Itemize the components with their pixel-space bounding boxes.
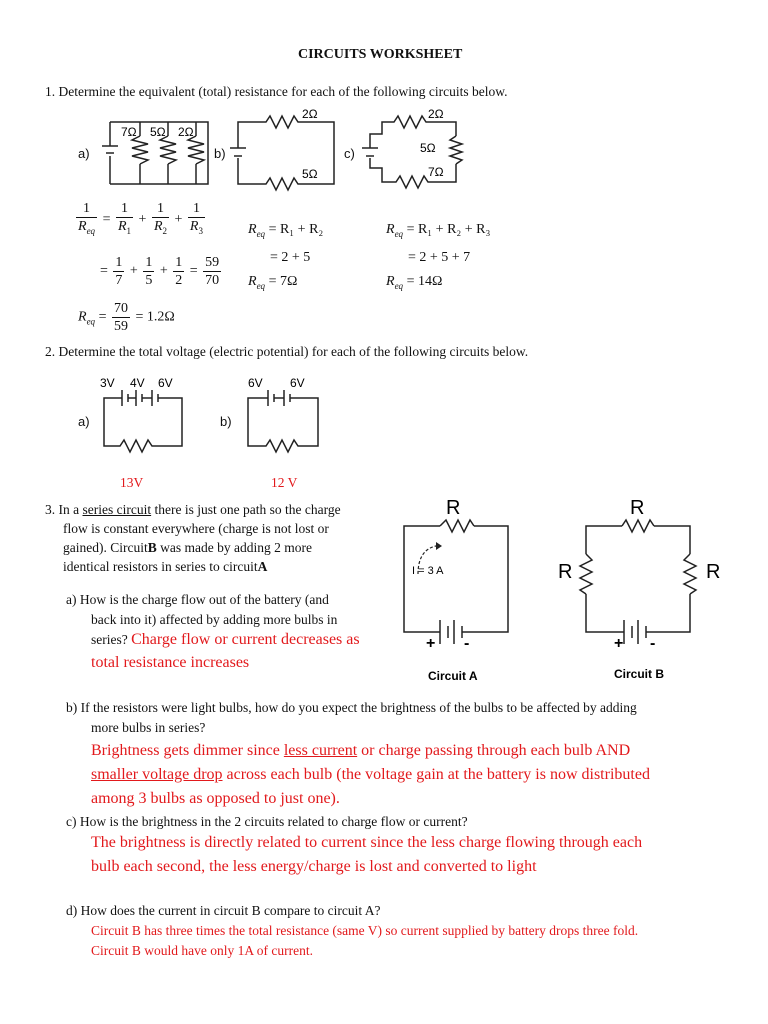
- question-3a: [66, 590, 360, 676]
- frac-den: 70: [205, 273, 220, 288]
- solution-1a-result: = 1.2Ω: [135, 309, 175, 325]
- circuit-2a-diagram: [98, 374, 210, 454]
- solution-1c: [386, 218, 490, 298]
- circuit-a-caption: Circuit A: [428, 669, 478, 683]
- question-3-intro: [45, 500, 341, 576]
- eq-subscript: eq: [394, 228, 404, 239]
- plus-sign: +: [614, 635, 624, 652]
- question-3b-line1: b) If the resistors were light bulbs, how do you expect the brightness of the bulbs to be affected by adding: [66, 700, 637, 715]
- minus-sign: -: [464, 635, 470, 652]
- frac-den: 2: [175, 273, 183, 288]
- arrow-head-icon: [436, 542, 442, 550]
- answer-3b-text: Brightness gets dimmer since: [91, 742, 284, 759]
- answer-3c-line2: bulb each second, the less energy/charge is lost and converted to light: [91, 858, 537, 875]
- solution-1c-line2: = 2 + 5 + 7: [408, 249, 471, 265]
- question-1-prompt: 1. Determine the equivalent (total) resistance for each of the following circuits below.: [45, 84, 508, 99]
- frac-num: 1: [152, 200, 169, 218]
- subscript-3: 3: [198, 225, 203, 236]
- r-symbol: R: [386, 273, 395, 289]
- plus-sign: +: [426, 635, 436, 652]
- circuit-a-bold: A: [257, 559, 268, 574]
- r-symbol: R: [248, 273, 257, 289]
- answer-3b-line3: among 3 bulbs as opposed to just one).: [91, 790, 340, 807]
- eq-subscript: eq: [394, 280, 404, 291]
- answer-3d-line2: Circuit B would have only 1A of current.: [91, 943, 313, 958]
- r-symbol: R: [117, 219, 127, 234]
- circuit-b-resistor-left-label: R: [558, 561, 573, 583]
- circuit-2b-label: b): [220, 414, 232, 429]
- circuit-1a-r1: 7Ω: [121, 125, 137, 139]
- minus-sign: -: [650, 635, 656, 652]
- intro-text: gained). Circuit: [63, 540, 148, 555]
- intro-text: flow is constant everywhere (charge is not lost or: [63, 521, 329, 536]
- eq-subscript: eq: [86, 225, 96, 236]
- circuit-a-current: I = 3 A: [412, 565, 444, 577]
- frac-den: 7: [115, 273, 123, 288]
- circuit-1a-label: a): [78, 146, 90, 161]
- answer-2b: 12 V: [271, 475, 298, 490]
- r-symbol: R: [153, 219, 163, 234]
- solution-1b-rhs: = R₁ + R₂: [268, 222, 324, 237]
- circuit-a-resistor-label: R: [446, 497, 461, 519]
- frac-num: 70: [113, 301, 128, 316]
- eq-subscript: eq: [86, 316, 96, 327]
- solution-1a-line3: $R_{eq}$ = $\frac{70}{59}$ = 1.2Ω: [78, 301, 175, 334]
- answer-3c: [91, 831, 642, 879]
- circuit-1c-r-bottom: 7Ω: [428, 165, 444, 179]
- circuit-1c-r-right: 5Ω: [420, 141, 436, 155]
- subscript-2: 2: [162, 225, 167, 236]
- answer-3c-line1: The brightness is directly related to current since the less charge flowing through each: [91, 834, 643, 851]
- question-3b-line2: more bulbs in series?: [91, 720, 206, 735]
- answer-3d: [91, 921, 638, 961]
- answer-3d-line1: Circuit B has three times the total resistance (same V) so current supplied by battery drops three fold.: [91, 923, 639, 938]
- answer-2a: 13V: [120, 475, 144, 490]
- circuit-1a-diagram: [88, 112, 218, 192]
- circuit-2b-v2: 6V: [290, 376, 305, 390]
- circuit-1a-r3: 2Ω: [178, 125, 194, 139]
- solution-1b-line1: [248, 218, 323, 246]
- circuit-1b-diagram: [228, 106, 348, 192]
- circuit-1c-label: c): [344, 146, 355, 161]
- frac-num: 1: [188, 200, 205, 218]
- circuit-b-bold: B: [147, 540, 157, 555]
- r-symbol: R: [386, 222, 395, 237]
- circuit-2a-v2: 4V: [130, 376, 145, 390]
- frac-den: [116, 218, 133, 240]
- circuit-1c-diagram: [360, 106, 484, 194]
- answer-3b-text: across each bulb (the voltage gain at the battery is now distributed: [222, 766, 650, 783]
- circuit-1b-r-bottom: 5Ω: [302, 167, 318, 181]
- circuit-2a-v1: 3V: [100, 376, 115, 390]
- question-2-prompt: 2. Determine the total voltage (electric potential) for each of the following circuits below.: [45, 344, 529, 359]
- circuit-1b-r-top: 2Ω: [302, 107, 318, 121]
- circuit-b-resistor-right-label: R: [706, 561, 721, 583]
- circuit-a-diagram: [396, 496, 536, 686]
- solution-1b-line3: [248, 270, 323, 298]
- page-title: CIRCUITS WORKSHEET: [298, 47, 463, 62]
- answer-3a-inline: Charge flow or current decreases as: [131, 631, 360, 648]
- frac-den: 5: [145, 273, 153, 288]
- frac-num: 1: [175, 255, 183, 270]
- solution-1c-rhs: = R₁ + R₂ + R₃: [406, 222, 491, 237]
- solution-1b: [248, 218, 323, 298]
- circuit-b-caption: Circuit B: [614, 667, 665, 681]
- question-3a-line2: back into it) affected by adding more bulbs in: [91, 612, 338, 627]
- circuit-2a-label: a): [78, 414, 90, 429]
- circuit-2b-v1: 6V: [248, 376, 263, 390]
- solution-1c-result: = 14Ω: [406, 273, 443, 289]
- circuit-1b-label: b): [214, 146, 226, 161]
- circuit-b-diagram: [552, 496, 742, 686]
- intro-text: 3. In a: [45, 502, 83, 517]
- eq-subscript: eq: [256, 280, 266, 291]
- solution-1c-line3: [386, 270, 490, 298]
- answer-3b-text: or charge passing through each bulb AND: [357, 742, 631, 759]
- question-3c: c) How is the brightness in the 2 circuits related to charge flow or current?: [66, 814, 468, 829]
- answer-3b-underlined: less current: [283, 742, 358, 759]
- frac-num: 59: [205, 255, 220, 270]
- frac-den: [152, 218, 169, 240]
- r-symbol: R: [189, 219, 199, 234]
- solution-1a-line1: $\frac{1}{R_{eq}}$ = $\frac{1}{R_1}$ + $\frac{1}{R_2}$ + $\frac{1}{R_3}$: [74, 200, 207, 240]
- frac-num: 1: [145, 255, 153, 270]
- circuit-2b-diagram: [246, 374, 346, 454]
- frac-den: 59: [113, 319, 128, 334]
- question-3d: d) How does the current in circuit B compare to circuit A?: [66, 903, 381, 918]
- circuit-1a-r2: 5Ω: [150, 125, 166, 139]
- solution-1b-line2: = 2 + 5: [270, 249, 311, 265]
- answer-3a-line2: total resistance increases: [91, 654, 250, 671]
- solution-1c-line1: [386, 218, 490, 246]
- r-symbol: R: [78, 219, 87, 234]
- intro-text: there is just one path so the charge: [151, 502, 341, 517]
- subscript-1: 1: [126, 225, 132, 236]
- intro-text: was made by adding 2 more: [156, 540, 312, 555]
- series-circuit-term: series circuit: [82, 502, 152, 517]
- frac-den: [188, 218, 205, 240]
- r-symbol: R: [248, 222, 257, 237]
- frac-num: 1: [76, 200, 97, 218]
- question-3a-line3: series?: [91, 632, 132, 647]
- eq-subscript: eq: [256, 228, 266, 239]
- solution-1b-result: = 7Ω: [268, 273, 298, 289]
- question-3a-line1: a) How is the charge flow out of the battery (and: [66, 592, 329, 607]
- intro-text: identical resistors in series to circuit: [63, 559, 258, 574]
- circuit-b-resistor-top-label: R: [630, 497, 645, 519]
- answer-3b: [91, 739, 650, 811]
- frac-num: 1: [116, 200, 133, 218]
- r-symbol: R: [78, 309, 87, 325]
- question-3b: [66, 698, 637, 738]
- circuit-1c-r-top: 2Ω: [428, 107, 444, 121]
- frac-num: 1: [115, 255, 123, 270]
- circuit-2a-v3: 6V: [158, 376, 173, 390]
- solution-1a-line2: = $\frac{1}{7}$ + $\frac{1}{5}$ + $\frac{1}{2}$ = $\frac{59}{70}$: [100, 255, 220, 288]
- frac-den: [76, 218, 97, 240]
- answer-3b-underlined: smaller voltage drop: [91, 766, 223, 783]
